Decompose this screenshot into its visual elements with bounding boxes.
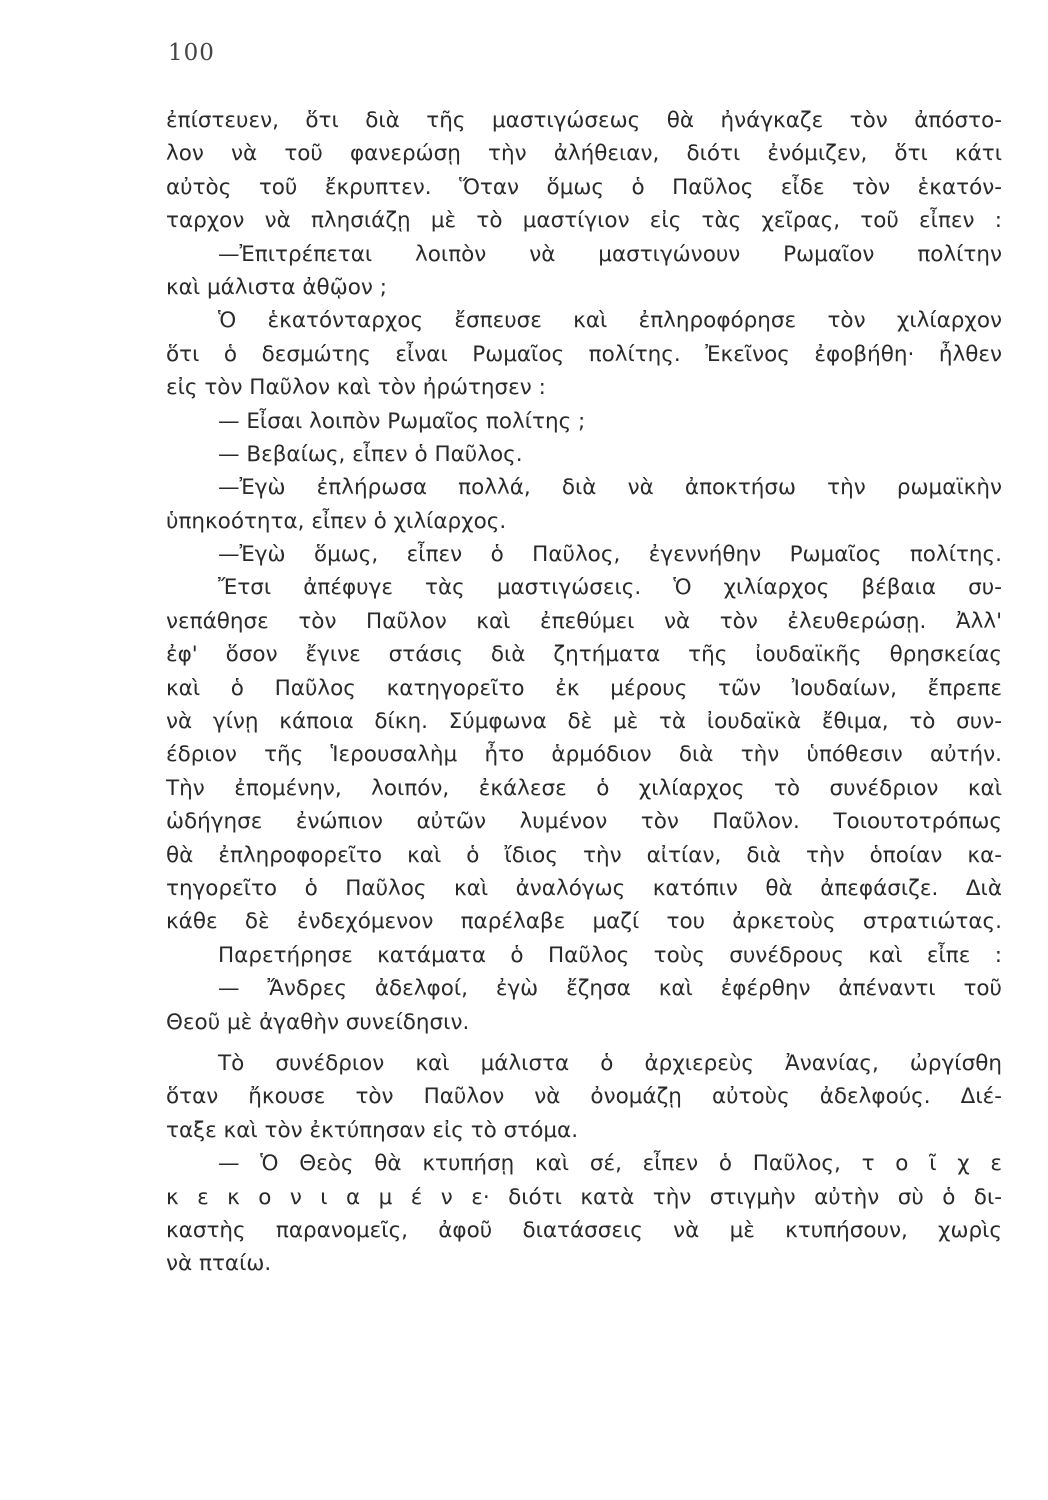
text-line: καστὴς παρανομεῖς, ἀφοῦ διατάσσεις νὰ μὲ κτυπήσουν, χωρὶς	[166, 1217, 1002, 1243]
text-line: Παρετήρησε κατάματα ὁ Παῦλος τοὺς συνέδρους καὶ εἶπε :	[218, 942, 1002, 968]
text-line: εἰς τὸν Παῦλον καὶ τὸν ἠρώτησεν :	[166, 375, 546, 401]
text-line: —Ἐγὼ ὅμως, εἶπεν ὁ Παῦλος, ἐγεννήθην Ρωμαῖος πολίτης.	[218, 542, 1002, 568]
text-line: νὰ γίνῃ κάποια δίκη. Σύμφωνα δὲ μὲ τὰ ἰουδαϊκὰ ἔθιμα, τὸ συν-	[166, 709, 1002, 735]
body-text	[166, 104, 1002, 1281]
text-line: ὅταν ἤκουσε τὸν Παῦλον νὰ ὀνομάζῃ αὐτοὺς ἀδελφούς. Διέ-	[166, 1084, 1002, 1110]
text-line: Τὸ συνέδριον καὶ μάλιστα ὁ ἀρχιερεὺς Ἀνανίας, ὠργίσθη	[218, 1050, 1002, 1076]
text-line: ἐφ' ὅσον ἔγινε στάσις διὰ ζητήματα τῆς ἰουδαϊκῆς θρησκείας	[166, 642, 1002, 668]
text-line: Τὴν ἐπομένην, λοιπόν, ἐκάλεσε ὁ χιλίαρχος τὸ συνέδριον καὶ	[166, 775, 1002, 801]
text-line: ὑπηκοότητα, εἶπεν ὁ χιλίαρχος.	[166, 508, 507, 534]
text-line: Ὁ ἑκατόνταρχος ἔσπευσε καὶ ἐπληροφόρησε τὸν χιλίαρχον	[218, 308, 1002, 334]
text-line: —Ἐπιτρέπεται λοιπὸν νὰ μαστιγώνουν Ρωμαῖον πολίτην	[218, 241, 1002, 267]
text-line: — Βεβαίως, εἶπεν ὁ Παῦλος.	[218, 441, 523, 467]
text-line: νὰ πταίω.	[166, 1251, 272, 1277]
text-line: Ἔτσι ἀπέφυγε τὰς μαστιγώσεις. Ὁ χιλίαρχος βέβαια συ-	[218, 575, 1002, 601]
text-line: θὰ ἐπληροφορεῖτο καὶ ὁ ἴδιος τὴν αἰτίαν, διὰ τὴν ὁποίαν κα-	[166, 842, 1002, 868]
text-line: κάθε δὲ ἐνδεχόμενον παρέλαβε μαζί του ἀρκετοὺς στρατιώτας.	[166, 909, 1002, 935]
text-line: κ ε κ ο ν ι α μ έ ν ε· διότι κατὰ τὴν στιγμὴν αὐτὴν σὺ ὁ δι-	[166, 1184, 1002, 1210]
text-line: αὐτὸς τοῦ ἔκρυπτεν. Ὅταν ὅμως ὁ Παῦλος εἶδε τὸν ἑκατόν-	[166, 174, 1002, 200]
text-line: καὶ μάλιστα ἀθῷον ;	[166, 274, 387, 300]
text-line: τηγορεῖτο ὁ Παῦλος καὶ ἀναλόγως κατόπιν θὰ ἀπεφάσιζε. Διὰ	[166, 875, 1002, 901]
text-line: νεπάθησε τὸν Παῦλον καὶ ἐπεθύμει νὰ τὸν ἐλευθερώσῃ. Ἀλλ'	[166, 608, 1002, 634]
text-line: ταξε καὶ τὸν ἐκτύπησαν εἰς τὸ στόμα.	[166, 1117, 579, 1143]
text-line: — Ὁ Θεὸς θὰ κτυπήσῃ καὶ σέ, εἶπεν ὁ Παῦλος, τ ο ῖ χ ε	[218, 1151, 1002, 1177]
text-line: καὶ ὁ Παῦλος κατηγορεῖτο ἐκ μέρους τῶν Ἰουδαίων, ἔπρεπε	[166, 675, 1002, 701]
text-line: ὡδήγησε ἐνώπιον αὐτῶν λυμένον τὸν Παῦλον. Τοιουτοτρόπως	[166, 809, 1002, 835]
text-line: ταρχον νὰ πλησιάζῃ μὲ τὸ μαστίγιον εἰς τὰς χεῖρας, τοῦ εἶπεν :	[166, 208, 1002, 234]
text-line: —Ἐγὼ ἐπλήρωσα πολλά, διὰ νὰ ἀποκτήσω τὴν ρωμαϊκὴν	[218, 475, 1002, 501]
text-line: ὅτι ὁ δεσμώτης εἶναι Ρωμαῖος πολίτης. Ἐκεῖνος ἐφοβήθη· ἦλθεν	[166, 341, 1002, 367]
text-line: ἐπίστευεν, ὅτι διὰ τῆς μαστιγώσεως θὰ ἠνάγκαζε τὸν ἀπόστο-	[166, 108, 1002, 133]
text-line: λον νὰ τοῦ φανερώσῃ τὴν ἀλήθειαν, διότι ἐνόμιζεν, ὅτι κάτι	[166, 141, 1002, 167]
text-line: — Ἄνδρες ἀδελφοί, ἐγὼ ἔζησα καὶ ἐφέρθην ἀπέναντι τοῦ	[218, 976, 1002, 1002]
text-line: Θεοῦ μὲ ἀγαθὴν συνείδησιν.	[166, 1009, 470, 1035]
text-line: — Εἶσαι λοιπὸν Ρωμαῖος πολίτης ;	[218, 408, 586, 434]
text-line: έδριον τῆς Ἱερουσαλὴμ ἦτο ἁρμόδιον διὰ τὴν ὑπόθεσιν αὐτήν.	[166, 742, 1002, 768]
page-number: 100	[168, 40, 215, 66]
